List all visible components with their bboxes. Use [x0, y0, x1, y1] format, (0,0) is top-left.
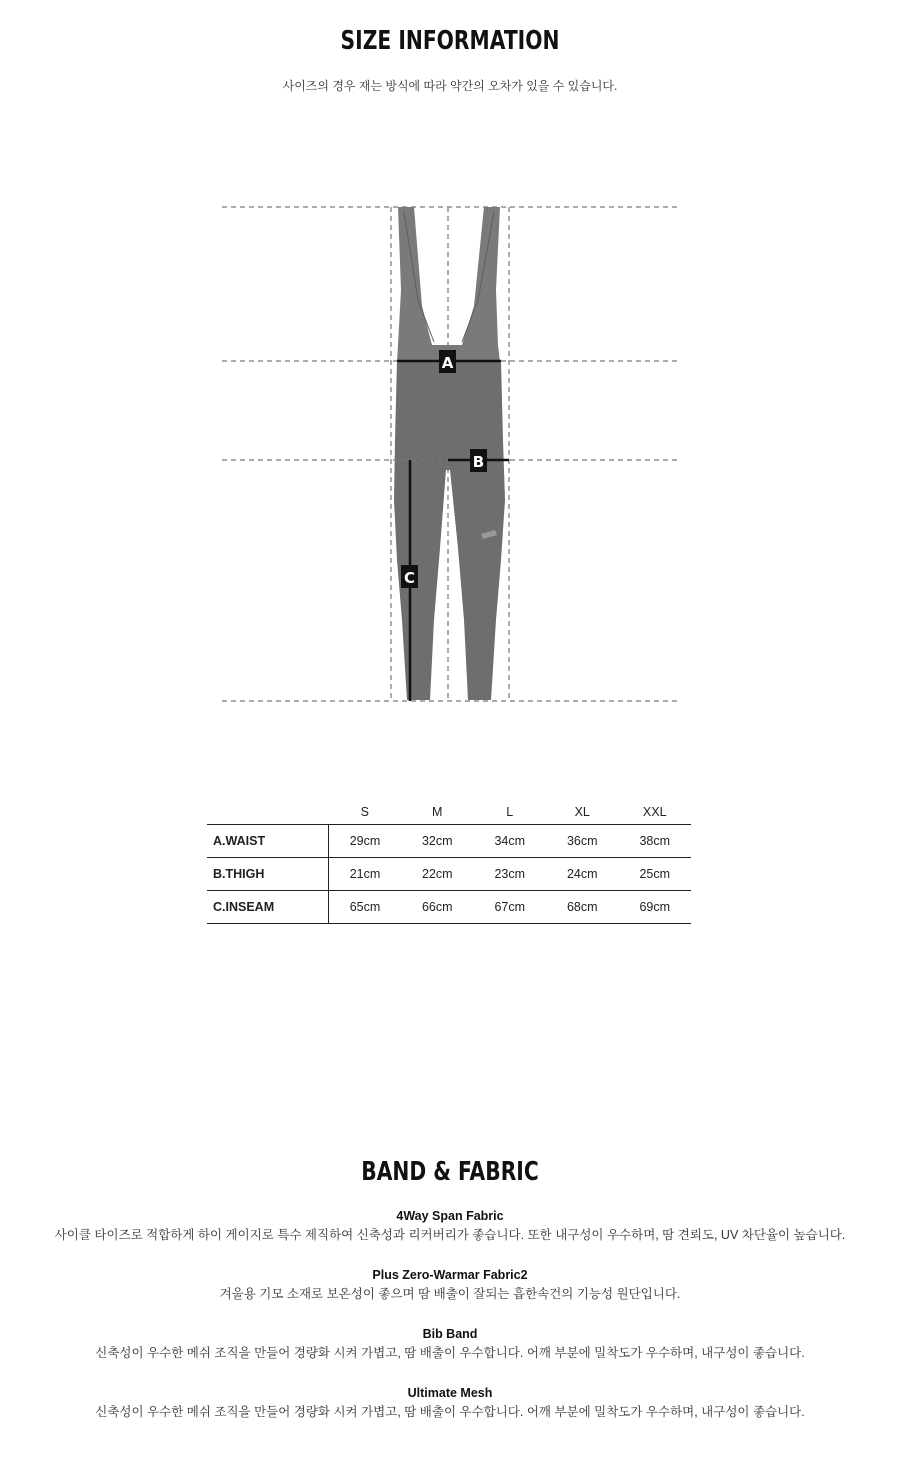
table-cell: 34cm	[474, 825, 547, 858]
table-row	[207, 825, 691, 858]
fabric-item	[0, 1385, 900, 1422]
table-row	[207, 891, 691, 924]
size-table	[207, 800, 691, 924]
fabric-list	[0, 1208, 900, 1444]
row-label: B.THIGH	[207, 858, 329, 891]
size-header: M	[432, 805, 443, 819]
fabric-description: 사이클 타이즈로 적합하게 하이 게이지로 특수 제직하여 신축성과 리커버리가 좋습니다. 또한 내구성이 우수하며, 땀 견뢰도, UV 차단율이 높습니다.	[54, 1228, 846, 1242]
fabric-item	[0, 1326, 900, 1363]
table-cell: 65cm	[329, 891, 402, 924]
size-header-row	[207, 800, 691, 825]
fabric-name: Plus Zero-Warmar Fabric2	[372, 1268, 528, 1282]
table-cell: 21cm	[329, 858, 402, 891]
size-header: S	[360, 805, 369, 819]
table-cell: 23cm	[474, 858, 547, 891]
table-cell: 38cm	[619, 825, 692, 858]
fabric-name: 4Way Span Fabric	[396, 1209, 504, 1223]
table-cell: 29cm	[329, 825, 402, 858]
size-header: XXL	[642, 805, 667, 819]
table-cell: 69cm	[619, 891, 692, 924]
table-cell: 22cm	[401, 858, 474, 891]
size-header: XL	[574, 805, 590, 819]
row-label: C.INSEAM	[207, 891, 329, 924]
size-section-title: SIZE INFORMATION	[340, 26, 560, 56]
size-header: L	[506, 805, 514, 819]
row-label: A.WAIST	[207, 825, 329, 858]
fabric-item	[0, 1208, 900, 1245]
bib-upper	[397, 207, 500, 362]
label-a: A	[441, 354, 454, 372]
table-cell: 68cm	[546, 891, 619, 924]
measurement-note: 사이즈의 경우 재는 방식에 따라 약간의 오차가 있을 수 있습니다.	[282, 79, 618, 93]
label-b: B	[472, 453, 485, 471]
table-row	[207, 858, 691, 891]
table-cell: 25cm	[619, 858, 692, 891]
fabric-description: 신축성이 우수한 메쉬 조직을 만들어 경량화 시켜 가볍고, 땀 배출이 우수합니다. 어깨 부분에 밀착도가 우수하며, 내구성이 좋습니다.	[95, 1346, 805, 1360]
fabric-name: Bib Band	[422, 1327, 478, 1341]
fabric-description: 겨울용 기모 소재로 보온성이 좋으며 땀 배출이 잘되는 흡한속건의 기능성 원단입니다.	[219, 1287, 681, 1301]
table-cell: 24cm	[546, 858, 619, 891]
fabric-name: Ultimate Mesh	[407, 1386, 493, 1400]
label-c: C	[403, 569, 416, 587]
fabric-description: 신축성이 우수한 메쉬 조직을 만들어 경량화 시켜 가볍고, 땀 배출이 우수합니다. 어깨 부분에 밀착도가 우수하며, 내구성이 좋습니다.	[95, 1405, 805, 1419]
fabric-item	[0, 1267, 900, 1304]
table-cell: 32cm	[401, 825, 474, 858]
table-cell: 36cm	[546, 825, 619, 858]
fabric-section-title: BAND & FABRIC	[361, 1157, 539, 1187]
table-cell: 66cm	[401, 891, 474, 924]
table-cell: 67cm	[474, 891, 547, 924]
